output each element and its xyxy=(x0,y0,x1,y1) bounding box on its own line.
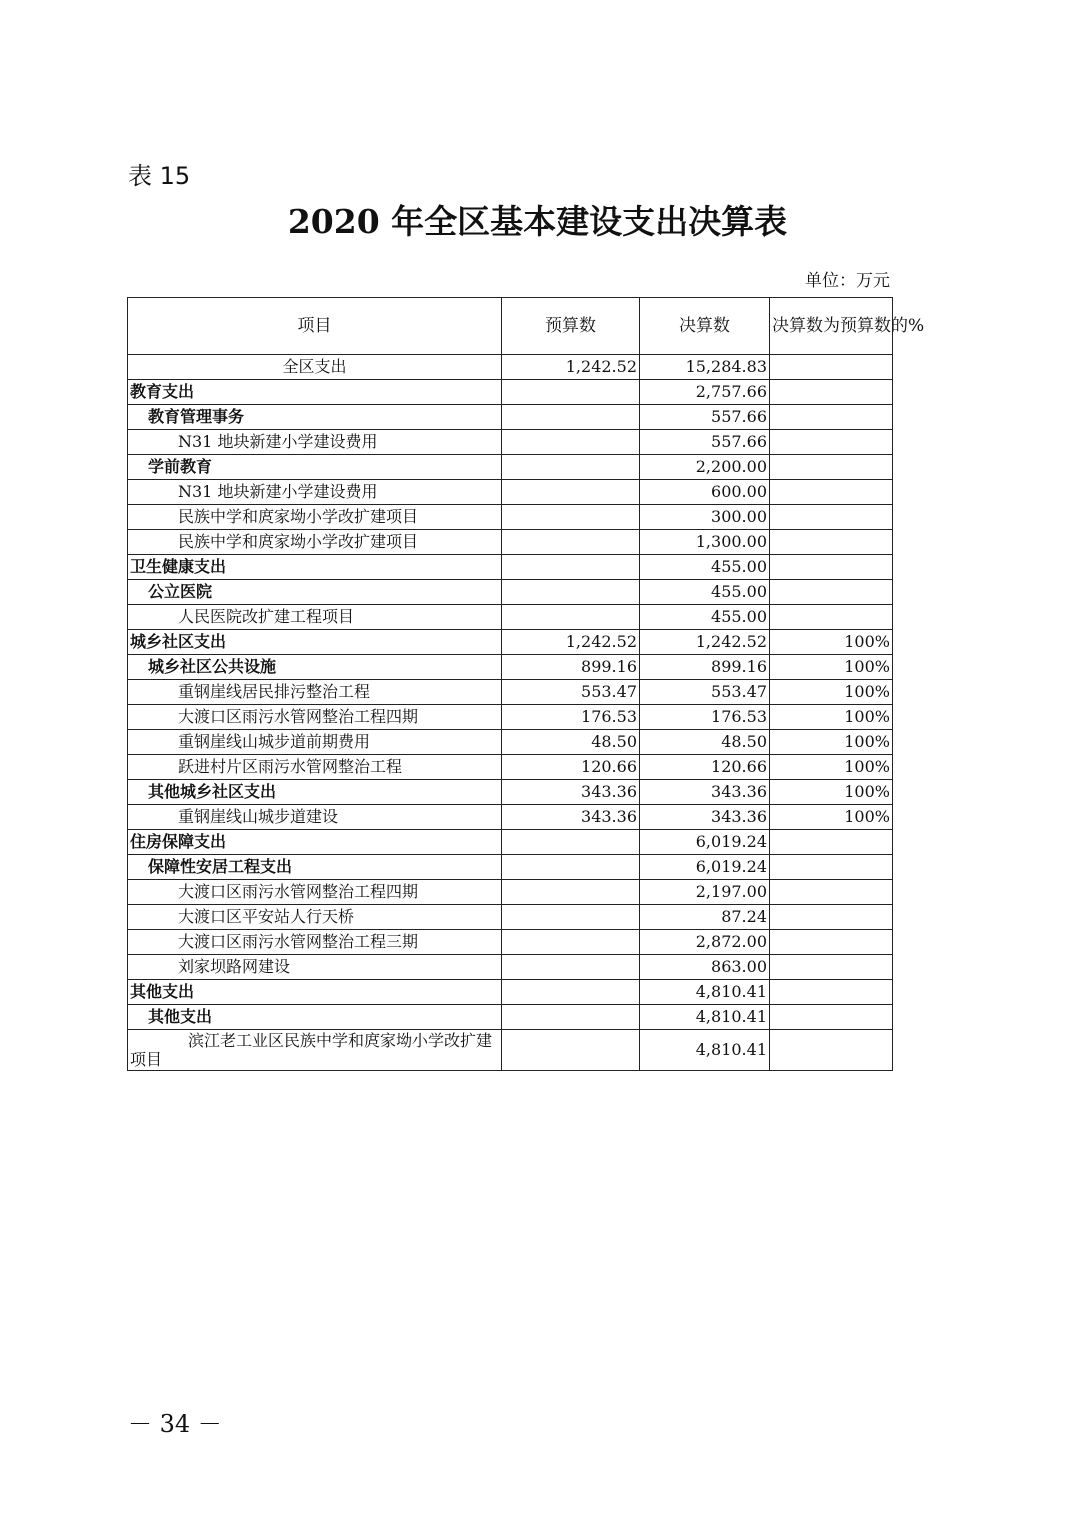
table-header xyxy=(128,298,925,355)
cell-percent: 100% xyxy=(770,655,893,680)
table-row xyxy=(128,855,893,880)
cell-final: 120.66 xyxy=(640,755,770,780)
cell-final: 2,872.00 xyxy=(640,930,770,955)
cell-budget xyxy=(502,1030,640,1071)
table-row xyxy=(128,405,893,430)
cell-percent xyxy=(770,880,893,905)
cell-percent xyxy=(770,605,893,630)
cell-percent: 100% xyxy=(770,680,893,705)
cell-budget xyxy=(502,605,640,630)
table-row xyxy=(128,1030,893,1071)
cell-final: 2,197.00 xyxy=(640,880,770,905)
cell-final: 343.36 xyxy=(640,805,770,830)
cell-percent: 100% xyxy=(770,705,893,730)
table-row xyxy=(128,530,893,555)
cell-percent: 100% xyxy=(770,630,893,655)
cell-final: 6,019.24 xyxy=(640,830,770,855)
table-row xyxy=(128,730,893,755)
column-header-item: 项目 xyxy=(128,298,502,355)
cell-item: 城乡社区支出 xyxy=(128,630,502,655)
cell-final: 6,019.24 xyxy=(640,855,770,880)
cell-percent xyxy=(770,555,893,580)
cell-budget xyxy=(502,480,640,505)
table-row xyxy=(128,580,893,605)
cell-final: 176.53 xyxy=(640,705,770,730)
budget-table xyxy=(127,297,925,1071)
cell-budget xyxy=(502,380,640,405)
cell-final: 899.16 xyxy=(640,655,770,680)
cell-budget xyxy=(502,455,640,480)
page-number: － 34 － xyxy=(128,1410,222,1438)
table-row xyxy=(128,780,893,805)
table-row xyxy=(128,705,893,730)
table-row xyxy=(128,980,893,1005)
cell-percent xyxy=(770,930,893,955)
cell-item: 跃进村片区雨污水管网整治工程 xyxy=(128,755,502,780)
cell-final: 4,810.41 xyxy=(640,1030,770,1071)
cell-budget xyxy=(502,530,640,555)
cell-budget: 48.50 xyxy=(502,730,640,755)
cell-item: 保障性安居工程支出 xyxy=(128,855,502,880)
cell-final: 863.00 xyxy=(640,955,770,980)
table-row xyxy=(128,605,893,630)
table-row xyxy=(128,480,893,505)
cell-percent xyxy=(770,905,893,930)
table-row xyxy=(128,880,893,905)
cell-item: N31 地块新建小学建设费用 xyxy=(128,480,502,505)
table-row xyxy=(128,1005,893,1030)
cell-final: 557.66 xyxy=(640,430,770,455)
cell-final: 300.00 xyxy=(640,505,770,530)
cell-item: 滨江老工业区民族中学和庹家坳小学改扩建项目 xyxy=(128,1030,502,1071)
cell-percent xyxy=(770,855,893,880)
cell-budget xyxy=(502,980,640,1005)
table-label: 表 15 xyxy=(128,162,191,190)
cell-budget: 176.53 xyxy=(502,705,640,730)
table-row xyxy=(128,905,893,930)
cell-item: 重钢崖线山城步道建设 xyxy=(128,805,502,830)
cell-final: 343.36 xyxy=(640,780,770,805)
cell-budget: 553.47 xyxy=(502,680,640,705)
cell-percent xyxy=(770,1005,893,1030)
cell-final: 455.00 xyxy=(640,605,770,630)
cell-percent: 100% xyxy=(770,805,893,830)
cell-item: 学前教育 xyxy=(128,455,502,480)
cell-final: 87.24 xyxy=(640,905,770,930)
table-row xyxy=(128,455,893,480)
cell-budget xyxy=(502,555,640,580)
cell-percent xyxy=(770,830,893,855)
page-title: 2020 年全区基本建设支出决算表 xyxy=(287,202,788,241)
cell-percent xyxy=(770,405,893,430)
cell-percent xyxy=(770,1030,893,1071)
table-row xyxy=(128,955,893,980)
cell-item: 刘家坝路网建设 xyxy=(128,955,502,980)
table-row xyxy=(128,930,893,955)
table-row xyxy=(128,505,893,530)
table-row xyxy=(128,655,893,680)
cell-item: 大渡口区平安站人行天桥 xyxy=(128,905,502,930)
cell-budget xyxy=(502,880,640,905)
cell-final: 15,284.83 xyxy=(640,355,770,380)
cell-percent xyxy=(770,380,893,405)
cell-percent xyxy=(770,980,893,1005)
cell-final: 553.47 xyxy=(640,680,770,705)
cell-item: 教育支出 xyxy=(128,380,502,405)
cell-item: 其他城乡社区支出 xyxy=(128,780,502,805)
cell-percent: 100% xyxy=(770,755,893,780)
cell-item: 大渡口区雨污水管网整治工程四期 xyxy=(128,880,502,905)
cell-item: 教育管理事务 xyxy=(128,405,502,430)
cell-final: 1,242.52 xyxy=(640,630,770,655)
cell-percent: 100% xyxy=(770,780,893,805)
cell-final: 455.00 xyxy=(640,580,770,605)
cell-final: 2,757.66 xyxy=(640,380,770,405)
cell-budget xyxy=(502,830,640,855)
cell-percent: 100% xyxy=(770,730,893,755)
cell-item: 民族中学和庹家坳小学改扩建项目 xyxy=(128,530,502,555)
cell-item: 城乡社区公共设施 xyxy=(128,655,502,680)
cell-percent xyxy=(770,505,893,530)
cell-final: 600.00 xyxy=(640,480,770,505)
table-row xyxy=(128,755,893,780)
table-row xyxy=(128,555,893,580)
cell-item: 卫生健康支出 xyxy=(128,555,502,580)
cell-budget: 1,242.52 xyxy=(502,630,640,655)
table-row xyxy=(128,355,893,380)
cell-percent xyxy=(770,955,893,980)
cell-percent xyxy=(770,580,893,605)
cell-item: 大渡口区雨污水管网整治工程四期 xyxy=(128,705,502,730)
cell-budget: 120.66 xyxy=(502,755,640,780)
table-body xyxy=(128,355,893,1071)
cell-budget xyxy=(502,955,640,980)
cell-budget xyxy=(502,930,640,955)
column-header-final: 决算数 xyxy=(640,298,770,355)
table-row xyxy=(128,630,893,655)
cell-final: 1,300.00 xyxy=(640,530,770,555)
cell-final: 455.00 xyxy=(640,555,770,580)
cell-budget: 343.36 xyxy=(502,780,640,805)
cell-budget: 899.16 xyxy=(502,655,640,680)
cell-budget xyxy=(502,580,640,605)
cell-budget xyxy=(502,1005,640,1030)
cell-item: 全区支出 xyxy=(128,355,502,380)
cell-budget: 343.36 xyxy=(502,805,640,830)
cell-budget xyxy=(502,505,640,530)
cell-item: 大渡口区雨污水管网整治工程三期 xyxy=(128,930,502,955)
table-row xyxy=(128,680,893,705)
cell-item: 其他支出 xyxy=(128,980,502,1005)
cell-item: N31 地块新建小学建设费用 xyxy=(128,430,502,455)
table-row xyxy=(128,830,893,855)
cell-item: 其他支出 xyxy=(128,1005,502,1030)
unit-note: 单位：万元 xyxy=(805,271,890,291)
cell-percent xyxy=(770,480,893,505)
cell-item: 公立医院 xyxy=(128,580,502,605)
cell-item: 重钢崖线山城步道前期费用 xyxy=(128,730,502,755)
cell-item: 重钢崖线居民排污整治工程 xyxy=(128,680,502,705)
table-row xyxy=(128,805,893,830)
cell-final: 48.50 xyxy=(640,730,770,755)
table-row xyxy=(128,380,893,405)
cell-budget xyxy=(502,405,640,430)
cell-budget: 1,242.52 xyxy=(502,355,640,380)
cell-percent xyxy=(770,530,893,555)
cell-percent xyxy=(770,455,893,480)
cell-final: 557.66 xyxy=(640,405,770,430)
cell-final: 4,810.41 xyxy=(640,1005,770,1030)
cell-item: 住房保障支出 xyxy=(128,830,502,855)
cell-percent xyxy=(770,430,893,455)
cell-final: 4,810.41 xyxy=(640,980,770,1005)
cell-percent xyxy=(770,355,893,380)
column-header-percent: 决算数为预算数的% xyxy=(770,298,893,355)
column-header-budget: 预算数 xyxy=(502,298,640,355)
cell-item: 人民医院改扩建工程项目 xyxy=(128,605,502,630)
cell-budget xyxy=(502,905,640,930)
header-row xyxy=(128,298,893,355)
table-row xyxy=(128,430,893,455)
cell-item: 民族中学和庹家坳小学改扩建项目 xyxy=(128,505,502,530)
cell-final: 2,200.00 xyxy=(640,455,770,480)
cell-budget xyxy=(502,855,640,880)
cell-budget xyxy=(502,430,640,455)
